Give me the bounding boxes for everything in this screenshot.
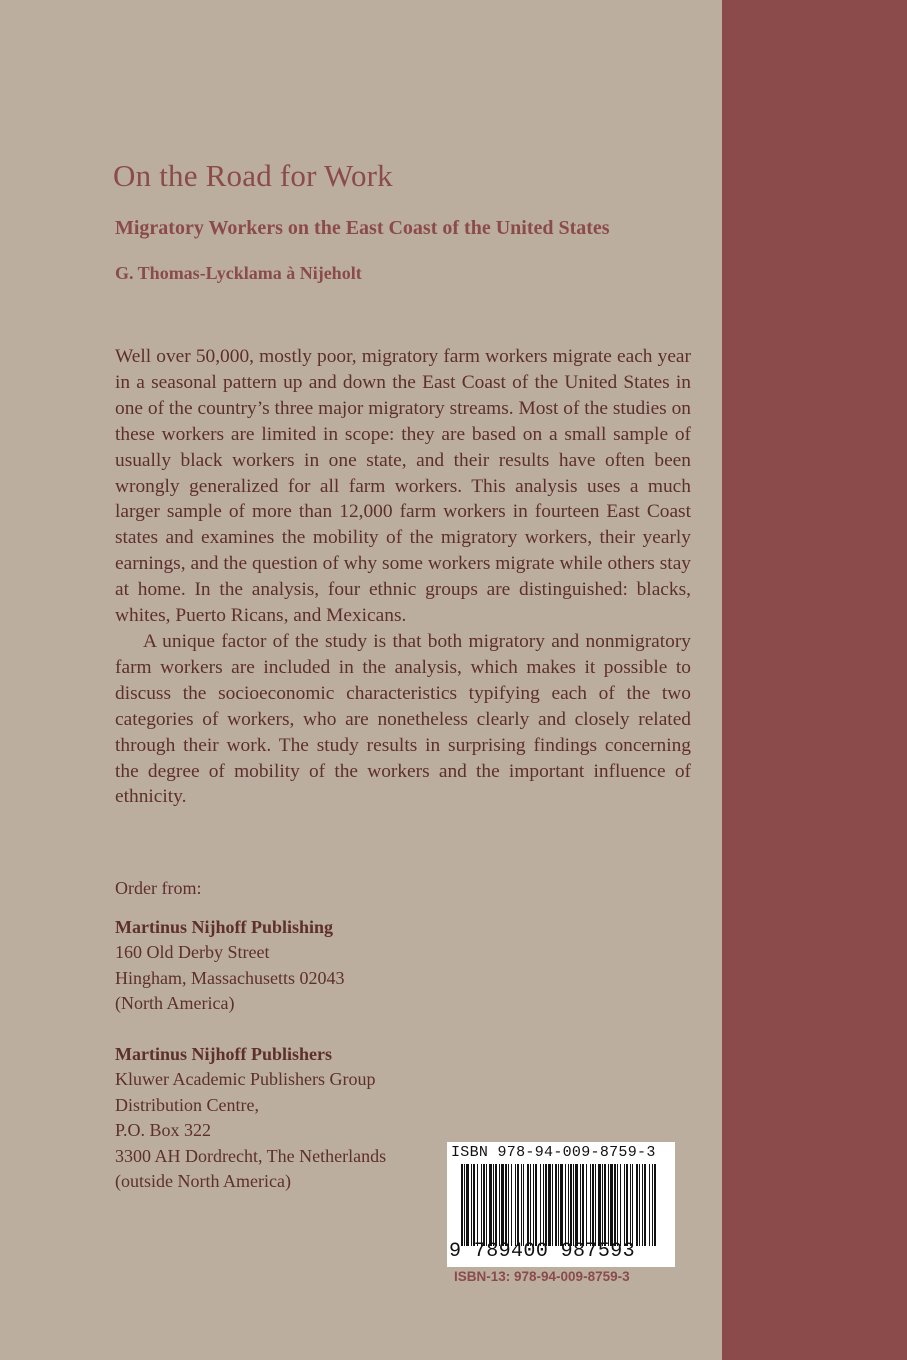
barcode-bar	[620, 1164, 621, 1246]
barcode-bar	[568, 1164, 569, 1246]
publisher-address-north-america	[115, 915, 386, 1017]
barcode-bar	[649, 1164, 650, 1246]
barcode-bar	[570, 1164, 572, 1246]
address-line: 3300 AH Dordrecht, The Netherlands	[115, 1145, 387, 1166]
barcode-bar	[466, 1164, 469, 1246]
spine-band	[722, 0, 907, 1360]
barcode-bar	[608, 1164, 609, 1246]
barcode-bar	[617, 1164, 618, 1246]
barcode-bar	[473, 1164, 475, 1246]
publisher-name: Martinus Nijhoff Publishing	[115, 916, 334, 937]
barcode-bar	[560, 1164, 563, 1246]
barcode-bar	[590, 1164, 591, 1246]
barcode-bars	[461, 1164, 661, 1246]
address-line: Distribution Centre,	[115, 1094, 259, 1115]
barcode-bar	[530, 1164, 531, 1246]
barcode-bar	[636, 1164, 638, 1246]
barcode-digits: 9 789400 987593	[449, 1240, 636, 1263]
barcode-bar	[558, 1164, 559, 1246]
book-subtitle: Migratory Workers on the East Coast of the United States	[115, 217, 610, 239]
barcode-bar	[495, 1164, 497, 1246]
barcode-bar	[461, 1164, 463, 1246]
barcode-bar	[592, 1164, 594, 1246]
barcode-bar	[483, 1164, 485, 1246]
barcode-bar	[652, 1164, 653, 1246]
barcode-bar	[624, 1164, 625, 1246]
barcode-bar	[501, 1164, 504, 1246]
publisher-address-outside-north-america	[115, 1042, 386, 1195]
barcode-bar	[489, 1164, 492, 1246]
barcode-bar	[614, 1164, 616, 1246]
address-line: 160 Old Derby Street	[115, 942, 270, 962]
barcode-bar	[626, 1164, 628, 1246]
barcode-bar	[555, 1164, 557, 1246]
barcode-bar	[630, 1164, 631, 1246]
barcode-bar	[552, 1164, 553, 1246]
barcode-bar	[582, 1164, 584, 1246]
barcode-bar	[565, 1164, 566, 1246]
barcode-bar	[508, 1164, 509, 1246]
barcode-bar	[598, 1164, 601, 1246]
barcode-bar	[505, 1164, 507, 1246]
address-line: (outside North America)	[115, 1171, 291, 1191]
barcode-bar	[644, 1164, 646, 1246]
address-line: (North America)	[115, 993, 235, 1013]
publisher-name: Martinus Nijhoff Publishers	[115, 1043, 333, 1064]
barcode-bar	[477, 1164, 478, 1246]
barcode-bar	[533, 1164, 534, 1246]
isbn-barcode	[447, 1142, 675, 1267]
barcode-bar	[575, 1164, 578, 1246]
book-author: G. Thomas-Lycklama à Nijeholt	[115, 263, 362, 283]
address-line: Hingham, Massachusetts 02043	[115, 967, 345, 988]
barcode-bar	[486, 1164, 487, 1246]
book-title: On the Road for Work	[113, 158, 393, 193]
barcode-bar	[642, 1164, 643, 1246]
barcode-bar	[511, 1164, 512, 1246]
barcode-bar	[521, 1164, 522, 1246]
barcode-bar	[543, 1164, 544, 1246]
barcode-bar	[580, 1164, 581, 1246]
barcode-bar	[604, 1164, 606, 1246]
barcode-bar	[545, 1164, 547, 1246]
address-line: P.O. Box 322	[115, 1120, 212, 1140]
barcode-bar	[573, 1164, 574, 1246]
order-label: Order from:	[115, 878, 202, 898]
blurb-paragraph: A unique factor of the study is that both migratory and nonmigratory farm workers are included in the analysis, which makes it possible to discuss the socioeconomic characteristics typifying each of the two categories of workers, who are nonetheless clearly and closely related through their work. The study results in surprising findings concerning the degree of mobility of the workers and the important influence of ethnicity.	[115, 630, 691, 808]
barcode-bar	[639, 1164, 640, 1246]
barcode-bar	[527, 1164, 529, 1246]
barcode-bar	[515, 1164, 516, 1246]
barcode-bar	[471, 1164, 472, 1246]
barcode-bar	[632, 1164, 633, 1246]
blurb-paragraph: Well over 50,000, mostly poor, migratory farm workers migrate each year in a seasonal pattern up and down the East Coast of the United States in one of the country’s three major migratory streams. Most of the studies on these workers are limited in scope: they are based on a small sample of usually black workers in one state, and their results have often been wrongly generalized for all farm workers. This analysis uses a much larger sample of more than 12,000 farm workers in fourteen East Coast states and examines the mobility of the migratory workers, their yearly earnings, and the question of why some workers migrate while others stay at home. In the analysis, four ethnic groups are distinguished: blacks, whites, Puerto Ricans, and Mexicans.	[115, 346, 691, 627]
barcode-bar	[517, 1164, 519, 1246]
barcode-bar	[464, 1164, 465, 1246]
blurb	[115, 344, 691, 810]
barcode-bar	[481, 1164, 482, 1246]
address-line: Kluwer Academic Publishers Group	[115, 1069, 376, 1089]
barcode-bar	[523, 1164, 524, 1246]
barcode-bar	[548, 1164, 551, 1246]
isbn13-label: ISBN-13: 978-94-009-8759-3	[454, 1269, 630, 1284]
isbn-top-text: ISBN 978-94-009-8759-3	[451, 1144, 656, 1161]
barcode-bar	[493, 1164, 494, 1246]
barcode-bar	[540, 1164, 541, 1246]
barcode-bar	[602, 1164, 603, 1246]
barcode-bar	[654, 1164, 656, 1246]
order-info	[115, 876, 386, 1195]
barcode-bar	[535, 1164, 537, 1246]
barcode-bar	[586, 1164, 587, 1246]
barcode-bar	[595, 1164, 596, 1246]
barcode-bar	[610, 1164, 613, 1246]
barcode-bar	[499, 1164, 500, 1246]
